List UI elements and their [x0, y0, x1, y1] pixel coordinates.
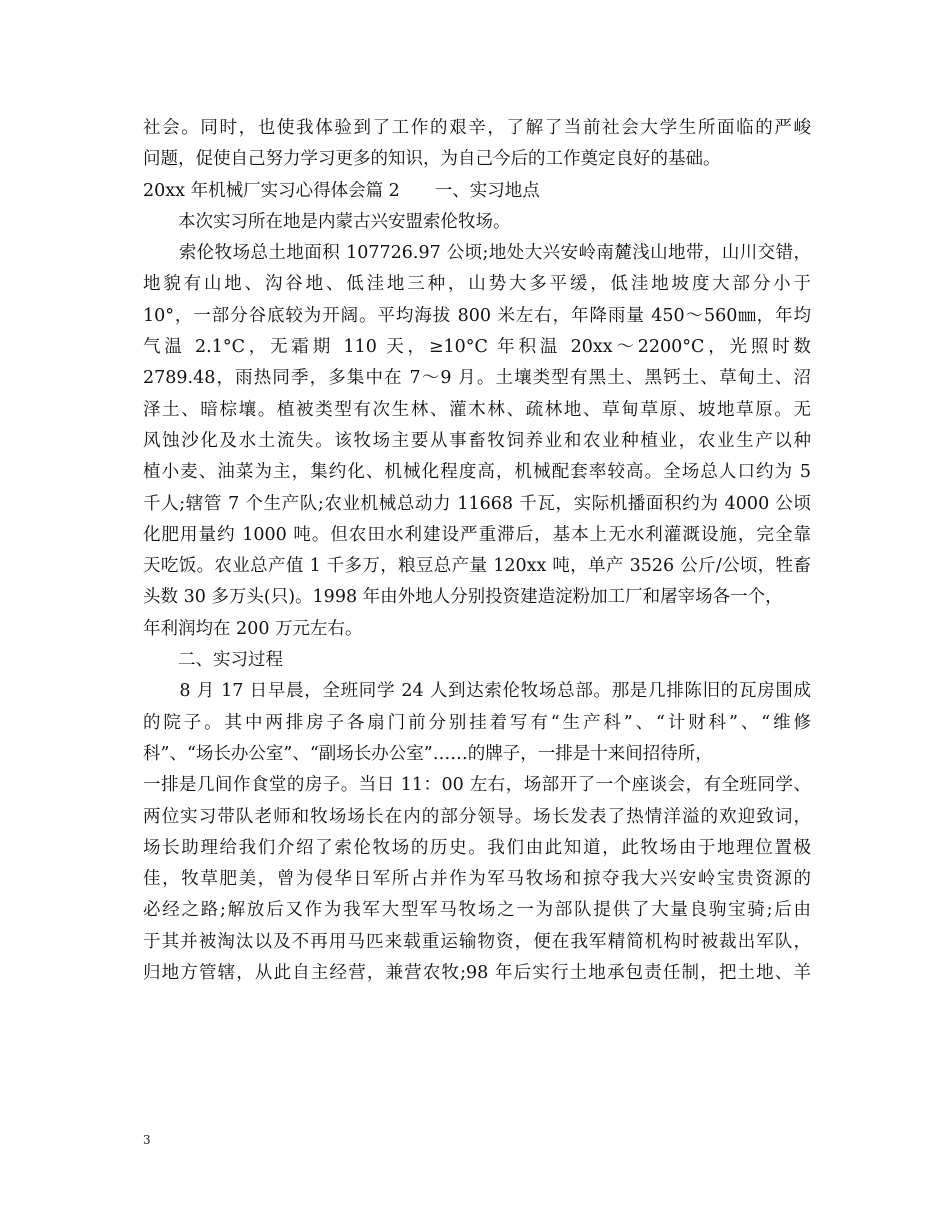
- text-line: 10°，一部分谷底较为开阔。平均海拔 800 米左右，年降雨量 450～560㎜，年均: [143, 305, 811, 326]
- text-line: 年利润均在 200 万元左右。: [143, 618, 363, 639]
- text-line: 8 月 17 日早晨，全班同学 24 人到达索伦牧场总部。那是几排陈旧的瓦房围成: [143, 681, 811, 702]
- page-number: 3: [143, 1133, 151, 1147]
- body-text: [143, 113, 811, 989]
- text-line: 千人;辖管 7 个生产队;农业机械总动力 11668 千瓦，实际机播面积约为 4000 公顷: [143, 493, 811, 514]
- text-line: 佳，牧草肥美，曾为侵华日军所占并作为军马牧场和掠夺我大兴安岭宝贵资源的: [143, 869, 811, 890]
- text-line: 索伦牧场总土地面积 107726.97 公顷;地处大兴安岭南麓浅山地带，山川交错，: [143, 243, 811, 264]
- text-line: 两位实习带队老师和牧场场长在内的部分领导。场长发表了热情洋溢的欢迎致词，: [143, 806, 811, 827]
- text-line: 风蚀沙化及水土流失。该牧场主要从事畜牧饲养业和农业种植业，农业生产以种: [143, 430, 811, 451]
- text-line: 的院子。其中两排房子各扇门前分别挂着写有“生产科”、“计财科”、“维修: [143, 712, 811, 733]
- text-line: 化肥用量约 1000 吨。但农田水利建设严重滞后，基本上无水利灌溉设施，完全靠: [143, 524, 811, 545]
- text-line: 泽土、暗棕壤。植被类型有次生林、灌木林、疏林地、草甸草原、坡地草原。无: [143, 399, 811, 420]
- text-line: 于其并被淘汰以及不再用马匹来载重运输物资，便在我军精简机构时被裁出军队，: [143, 931, 811, 952]
- text-line: 头数 30 多万头(只)。1998 年由外地人分别投资建造淀粉加工厂和屠宰场各一个，: [143, 587, 783, 608]
- section-heading: 二、实习过程: [143, 650, 283, 671]
- text-line: 地貌有山地、沟谷地、低洼地三种，山势大多平缓，低洼地坡度大部分小于: [143, 274, 811, 295]
- text-line: 本次实习所在地是内蒙古兴安盟索伦牧场。: [143, 211, 511, 232]
- text-line: 气温 2.1°C，无霜期 110 天，≥10°C 年积温 20xx～2200°C，光照时数: [143, 337, 811, 358]
- text-line: 归地方管辖，从此自主经营，兼营农牧;98 年后实行土地承包责任制，把土地、羊: [143, 963, 811, 984]
- text-line: 场长助理给我们介绍了索伦牧场的历史。我们由此知道，此牧场由于地理位置极: [143, 837, 811, 858]
- text-line: 2789.48，雨热同季，多集中在 7～9 月。土壤类型有黑土、黑钙土、草甸土、沼: [143, 368, 811, 389]
- section-heading: 20xx 年机械厂实习心得体会篇 2 一、实习地点: [143, 180, 540, 201]
- text-line: 社会。同时，也使我体验到了工作的艰辛，了解了当前社会大学生所面临的严峻: [143, 118, 811, 138]
- text-line: 科”、“场长办公室”、“副场长办公室”……的牌子，一排是十来间招待所，: [143, 743, 713, 764]
- text-line: 必经之路;解放后又作为我军大型军马牧场之一为部队提供了大量良驹宝骑;后由: [143, 900, 811, 921]
- text-line: 问题，促使自己努力学习更多的知识，为自己今后的工作奠定良好的基础。: [143, 149, 721, 170]
- text-line: 一排是几间作食堂的房子。当日 11：00 左右，场部开了一个座谈会，有全班同学、: [143, 775, 811, 796]
- text-line: 天吃饭。农业总产值 1 千多万，粮豆总产量 120xx 吨，单产 3526 公斤/公顷，牲畜: [143, 556, 811, 577]
- text-line: 植小麦、油菜为主，集约化、机械化程度高，机械配套率较高。全场总人口约为 5: [143, 462, 811, 483]
